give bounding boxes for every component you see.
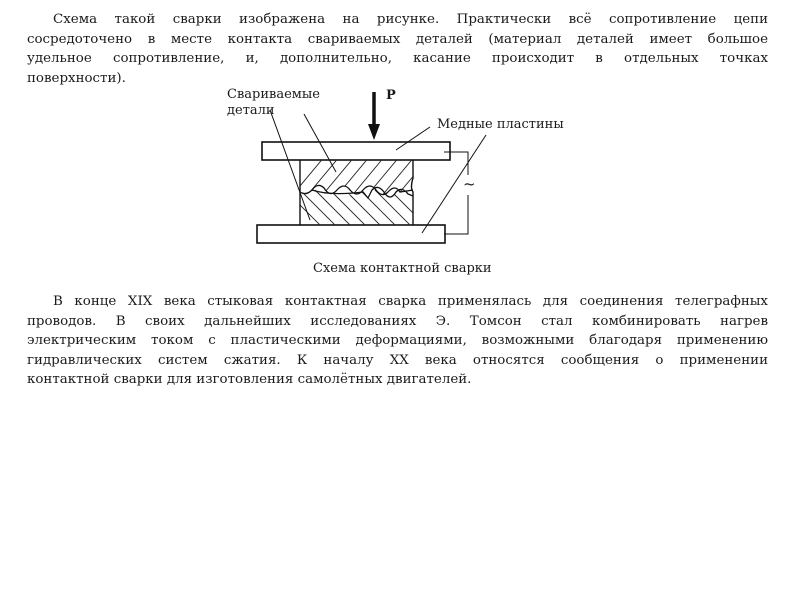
text-line: В конце XIX века стыковая контактная сварка применялась для соединения телеграфных [53, 294, 768, 309]
label-welded-parts: Свариваемые [227, 87, 320, 102]
bottom-copper-plate [257, 225, 445, 243]
text-line: Схема такой сварки изображена на рисунке. Практически всё сопротивление цепи [53, 12, 768, 27]
text-line: контактной сварки для изготовления самолётных двигателей. [27, 372, 472, 388]
label-copper-plates: Медные пластины [437, 117, 564, 132]
text-line: электрическим током с пластическими деформациями, возможными благодаря применению [27, 333, 768, 349]
top-copper-plate [262, 142, 450, 160]
force-arrow-icon [368, 124, 380, 140]
paragraph-history [27, 292, 768, 390]
text-line: сосредоточено в месте контакта свариваемых деталей (материал деталей имеет большое [27, 31, 768, 47]
text-line: поверхности). [27, 70, 126, 86]
label-welded-parts-2: детали [227, 103, 275, 118]
ac-source-symbol: ~ [463, 175, 476, 193]
paragraph-welding-scheme [27, 10, 768, 88]
contact-welding-diagram [200, 80, 600, 280]
text-line: гидравлических систем сжатия. К началу XX века относятся сообщения о применении [27, 352, 768, 368]
figure-caption: Схема контактной сварки [313, 261, 492, 276]
text-line: удельное сопротивление, и, дополнительно, касание происходит в отдельных точках [27, 51, 768, 67]
label-force-p: P [386, 88, 396, 103]
text-line: проводов. В своих дальнейших исследованиях Э. Томсон стал комбинировать нагрев [27, 313, 768, 329]
